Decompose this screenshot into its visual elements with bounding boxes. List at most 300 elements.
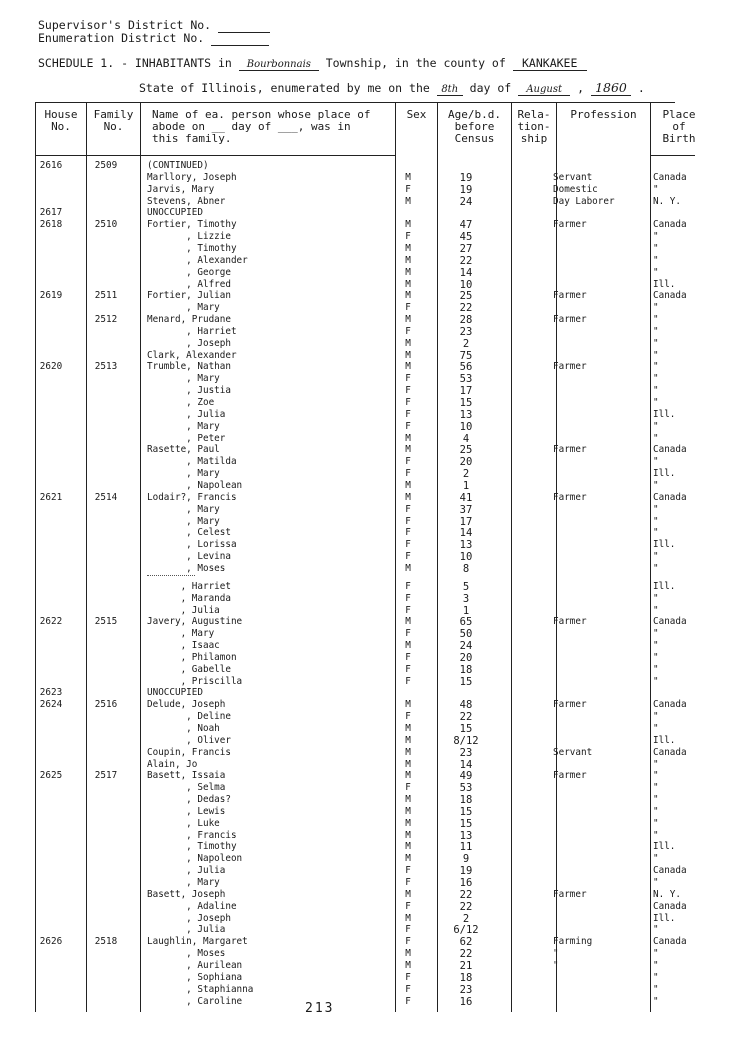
cell-name: Trumble, Nathan: [147, 361, 231, 373]
cell-prof: Farmer: [553, 770, 587, 782]
cell-age: 1: [462, 604, 470, 617]
table-row: [0, 326, 749, 338]
cell-sex: M: [405, 758, 411, 770]
cell-birth: ": [653, 432, 659, 444]
cell-sex: M: [405, 948, 411, 960]
table-row: [0, 433, 749, 445]
birth-column-header: [651, 109, 707, 145]
table-row: [0, 409, 749, 421]
cell-house: 2620: [39, 361, 63, 373]
cell-name: Rasette, Paul: [147, 444, 220, 456]
cell-birth: ": [653, 604, 659, 616]
cell-sex: F: [405, 385, 411, 397]
cell-birth: ": [653, 254, 659, 266]
family-column-header: [87, 109, 140, 133]
cell-name: , Alfred: [147, 278, 231, 290]
cell-birth: ": [653, 675, 659, 687]
cell-name: , Harriet: [147, 580, 231, 592]
cell-age: 22: [459, 302, 473, 315]
cell-house: 2616: [39, 160, 63, 171]
cell-sex: M: [405, 829, 411, 841]
cell-sex: F: [405, 877, 411, 888]
cell-sex: F: [405, 302, 411, 314]
cell-birth: Canada: [653, 290, 687, 302]
cell-sex: M: [405, 219, 411, 231]
cell-age: 20: [459, 456, 473, 469]
cell-age: 65: [459, 616, 473, 629]
name-header-line: abode on __ day of ___, was in: [152, 120, 351, 133]
birth-header-line: Place: [662, 108, 696, 121]
cell-birth: ": [653, 651, 659, 663]
cell-name: Marllory, Joseph: [147, 171, 237, 183]
cell-prof: Farmer: [553, 444, 587, 456]
cell-sex: M: [405, 254, 411, 266]
cell-age: 23: [459, 983, 473, 996]
cell-prof: Farmer: [553, 491, 587, 503]
cell-age: 23: [459, 325, 473, 338]
cell-name: , Mary: [147, 468, 220, 480]
cell-sex: F: [405, 373, 411, 385]
cell-name: , Celest: [147, 527, 231, 539]
cell-name: , Zoe: [147, 397, 215, 408]
cell-birth: ": [653, 551, 659, 562]
cell-birth: ": [653, 373, 659, 385]
name-header-line: this family.: [152, 132, 232, 145]
cell-family: 2511: [94, 290, 118, 302]
cell-birth: ": [653, 805, 659, 817]
cell-sex: M: [405, 805, 411, 817]
cell-prof: ": [553, 948, 559, 960]
table-row: [0, 605, 749, 617]
table-row: [0, 794, 749, 806]
cell-birth: ": [653, 782, 659, 794]
cell-sex: M: [405, 817, 411, 829]
table-row: [0, 664, 749, 676]
cell-age: 18: [459, 794, 473, 806]
cell-sex: F: [405, 183, 411, 195]
township-name: Bourbonnais: [239, 59, 319, 71]
cell-sex: F: [405, 865, 411, 877]
cell-birth: ": [653, 983, 659, 995]
cell-age: 15: [459, 675, 473, 688]
cell-name: , Julia: [147, 408, 226, 420]
cell-age: 14: [459, 266, 473, 279]
table-row: [0, 936, 749, 948]
cell-birth: ": [653, 628, 659, 640]
cell-age: 8: [462, 562, 470, 575]
table-row: [0, 687, 749, 699]
table-row: [0, 563, 749, 575]
table-row: [0, 889, 749, 901]
cell-name: , Mary: [147, 515, 220, 527]
sex-column-header: [396, 109, 437, 121]
cell-name: , Mary: [147, 373, 220, 385]
cell-name: Javery, Augustine: [147, 616, 243, 628]
table-row: [0, 492, 749, 504]
table-row: [0, 527, 749, 539]
schedule-line: [38, 56, 587, 71]
cell-house: 2617: [39, 207, 63, 219]
table-row: [0, 279, 749, 291]
cell-name: , Alexander: [147, 254, 248, 266]
cell-birth: Canada: [653, 171, 687, 183]
cell-age: 15: [459, 805, 473, 818]
table-row: [0, 830, 749, 842]
cell-age: 9: [462, 853, 470, 866]
table-row: [0, 350, 749, 362]
cell-sex: F: [405, 456, 411, 468]
family-header-line: No.: [103, 120, 124, 133]
name-header-line: Name of ea. person whose place of: [152, 108, 371, 121]
table-row: [0, 924, 749, 936]
birth-header-rule: [650, 155, 695, 156]
cell-birth: Canada: [653, 699, 687, 711]
cell-birth: Canada: [653, 491, 687, 503]
cell-age: 15: [459, 817, 473, 830]
cell-age: 13: [459, 539, 473, 552]
cell-birth: ": [653, 515, 659, 527]
table-row: [0, 373, 749, 385]
cell-sex: F: [405, 325, 411, 337]
cell-age: 1: [462, 479, 470, 492]
table-row: [0, 770, 749, 782]
cell-sex: M: [405, 794, 411, 805]
cell-age: 5: [462, 580, 470, 593]
table-header-rule: [35, 155, 395, 156]
cell-name: , Matilda: [147, 456, 237, 468]
table-row: [0, 865, 749, 877]
cell-family: 2516: [94, 699, 118, 711]
cell-sex: F: [405, 420, 411, 432]
relationship-header-line: tion-: [517, 120, 551, 133]
cell-family: 2517: [94, 770, 118, 782]
cell-sex: M: [405, 699, 411, 711]
cell-house: 2619: [39, 290, 63, 302]
cell-family: 2512: [94, 314, 118, 325]
table-row: [0, 468, 749, 480]
cell-birth: ": [653, 853, 659, 865]
cell-age: 24: [459, 640, 473, 652]
cell-birth: ": [653, 924, 659, 936]
cell-family: 2518: [94, 936, 118, 948]
table-row: [0, 539, 749, 551]
cell-age: 3: [462, 592, 470, 605]
cell-age: 22: [459, 888, 473, 901]
cell-age: 8/12: [453, 734, 479, 747]
cell-age: 25: [459, 444, 473, 457]
cell-sex: M: [405, 432, 411, 444]
cell-age: 56: [459, 361, 473, 374]
cell-birth: ": [653, 663, 659, 675]
cell-age: 14: [459, 758, 473, 771]
cell-age: 23: [459, 746, 473, 759]
table-row: [0, 628, 749, 640]
cell-age: 62: [459, 936, 473, 949]
table-row: [0, 652, 749, 664]
cell-sex: M: [405, 912, 411, 924]
relationship-header-line: ship: [520, 132, 548, 145]
cell-birth: ": [653, 971, 659, 983]
cell-prof: Domestic: [553, 183, 598, 195]
state-line: [139, 80, 645, 96]
cell-birth: N. Y.: [653, 888, 681, 900]
table-row: [0, 853, 749, 865]
table-row: [0, 361, 749, 373]
cell-age: 20: [459, 651, 473, 664]
cell-age: 47: [459, 219, 473, 232]
supervisor-district-label: Supervisor's District No.: [38, 18, 212, 32]
table-row: [0, 385, 749, 397]
cell-name: , Maranda: [147, 592, 231, 604]
age-header-line: before: [454, 120, 495, 133]
cell-name: , Lizzie: [147, 231, 231, 243]
enumeration-district-line: [38, 31, 269, 46]
cell-birth: ": [653, 794, 659, 805]
table-row: [0, 551, 749, 563]
cell-birth: ": [653, 722, 659, 734]
cell-age: 28: [459, 314, 473, 326]
house-column-header: [36, 109, 86, 133]
cell-name: , Timothy: [147, 242, 237, 254]
cell-age: 11: [459, 841, 473, 854]
cell-name: , Priscilla: [147, 675, 243, 687]
cell-sex: F: [405, 397, 411, 408]
cell-birth: Canada: [653, 219, 687, 231]
cell-age: 37: [459, 503, 473, 516]
cell-sex: M: [405, 337, 411, 349]
table-row: [0, 504, 749, 516]
cell-sex: F: [405, 539, 411, 551]
cell-age: 18: [459, 663, 473, 676]
cell-age: 22: [459, 711, 473, 724]
cell-age: 2: [462, 337, 470, 350]
cell-sex: M: [405, 479, 411, 491]
cell-age: 15: [459, 397, 473, 409]
cell-name: UNOCCUPIED: [147, 687, 203, 699]
cell-birth: Canada: [653, 865, 687, 877]
cell-name: Coupin, Francis: [147, 746, 231, 758]
table-row: [0, 290, 749, 302]
cell-house: 2624: [39, 699, 63, 711]
cell-age: 2: [462, 912, 470, 925]
cell-sex: F: [405, 936, 411, 948]
enumeration-year: 1860: [591, 80, 631, 96]
cell-birth: ": [653, 266, 659, 278]
cell-birth: ": [653, 183, 659, 195]
table-row: [0, 806, 749, 818]
cell-sex: M: [405, 746, 411, 758]
table-row: [0, 314, 749, 326]
cell-age: 22: [459, 948, 473, 961]
cell-birth: Ill.: [653, 580, 676, 592]
cell-sex: F: [405, 551, 411, 562]
enumeration-district-blank: [211, 31, 269, 46]
cell-birth: ": [653, 959, 659, 971]
cell-name: , Joseph: [147, 912, 231, 924]
cell-sex: F: [405, 995, 411, 1007]
cell-age: 10: [459, 278, 473, 291]
birth-header-line: Birth: [662, 132, 696, 145]
cell-age: 45: [459, 231, 473, 244]
name-column-header: [152, 109, 395, 145]
cell-name: , Mary: [147, 877, 220, 888]
table-row: [0, 960, 749, 972]
cell-birth: ": [653, 302, 659, 314]
cell-sex: F: [405, 900, 411, 912]
cell-sex: M: [405, 314, 411, 325]
cell-age: 19: [459, 171, 473, 184]
table-row: [0, 996, 749, 1008]
cell-sex: M: [405, 959, 411, 971]
table-row: [0, 818, 749, 830]
cell-prof: Farmer: [553, 290, 587, 302]
cell-name: , Philamon: [147, 651, 237, 663]
cell-sex: M: [405, 349, 411, 361]
cell-birth: ": [653, 711, 659, 723]
separator-dots: [147, 575, 195, 576]
table-row: [0, 456, 749, 468]
table-row: [0, 581, 749, 593]
relationship-column-header: [512, 109, 556, 145]
table-row: [0, 338, 749, 350]
table-row: [0, 640, 749, 652]
cell-sex: M: [405, 841, 411, 853]
cell-sex: F: [405, 580, 411, 592]
cell-age: 25: [459, 290, 473, 303]
cell-birth: Canada: [653, 616, 687, 628]
cell-name: , Moses: [147, 562, 226, 574]
cell-birth: Canada: [653, 900, 687, 912]
cell-age: 13: [459, 829, 473, 842]
cell-name: , Luke: [147, 817, 220, 829]
cell-name: , Joseph: [147, 337, 231, 349]
cell-birth: ": [653, 337, 659, 349]
table-row: [0, 196, 749, 208]
cell-family: 2509: [94, 160, 118, 171]
table-row: [0, 948, 749, 960]
cell-birth: ": [653, 385, 659, 397]
cell-prof: Farmer: [553, 616, 587, 628]
cell-birth: Ill.: [653, 539, 676, 551]
cell-birth: Ill.: [653, 734, 676, 746]
cell-sex: F: [405, 468, 411, 480]
table-row: [0, 480, 749, 492]
cell-name: , Isaac: [147, 640, 220, 651]
table-row: [0, 184, 749, 196]
cell-birth: ": [653, 349, 659, 361]
cell-age: 75: [459, 349, 473, 362]
cell-age: 53: [459, 373, 473, 386]
cell-birth: ": [653, 877, 659, 888]
cell-birth: Canada: [653, 444, 687, 456]
county-name: KANKAKEE: [513, 56, 587, 71]
table-row: [0, 747, 749, 759]
cell-name: Alain, Jo: [147, 758, 198, 770]
cell-sex: M: [405, 171, 411, 183]
cell-sex: F: [405, 628, 411, 640]
cell-age: 22: [459, 254, 473, 267]
cell-birth: Ill.: [653, 278, 676, 290]
cell-age: 13: [459, 408, 473, 421]
cell-age: 22: [459, 900, 473, 913]
cell-prof: Farmer: [553, 888, 587, 900]
day-of-text: day of: [469, 81, 512, 95]
cell-name: (CONTINUED): [147, 160, 209, 171]
table-row: [0, 699, 749, 711]
cell-name: , Staphianna: [147, 983, 254, 995]
cell-name: Fortier, Julian: [147, 290, 231, 302]
cell-sex: M: [405, 242, 411, 254]
cell-sex: F: [405, 604, 411, 616]
cell-age: 15: [459, 722, 473, 735]
cell-name: , Selma: [147, 782, 226, 794]
cell-name: , Lorissa: [147, 539, 237, 551]
table-row: [0, 516, 749, 528]
cell-age: 50: [459, 628, 473, 641]
cell-name: Menard, Prudane: [147, 314, 231, 325]
house-header-line: House: [44, 108, 78, 121]
cell-name: , Oliver: [147, 734, 231, 746]
cell-prof: Day Laborer: [553, 195, 615, 207]
cell-name: , Julia: [147, 865, 226, 877]
cell-age: 48: [459, 699, 473, 712]
cell-name: , Harriet: [147, 325, 237, 337]
cell-sex: F: [405, 663, 411, 675]
table-row: [0, 877, 749, 889]
cell-birth: ": [653, 420, 659, 432]
table-row: [0, 172, 749, 184]
cell-name: , Justia: [147, 385, 231, 397]
cell-sex: M: [405, 266, 411, 278]
cell-name: , Peter: [147, 432, 226, 444]
cell-name: , Aurilean: [147, 959, 243, 971]
cell-name: , Lewis: [147, 805, 226, 817]
table-row: [0, 593, 749, 605]
cell-birth: ": [653, 325, 659, 337]
cell-name: , Mary: [147, 420, 220, 432]
table-row: [0, 231, 749, 243]
cell-age: 17: [459, 515, 473, 528]
cell-age: 10: [459, 551, 473, 563]
enumeration-day: 8th: [437, 84, 463, 96]
table-row: [0, 723, 749, 735]
family-header-line: Family: [93, 108, 134, 121]
cell-birth: Ill.: [653, 408, 676, 420]
cell-sex: M: [405, 444, 411, 456]
cell-name: Clark, Alexander: [147, 349, 237, 361]
cell-sex: F: [405, 503, 411, 515]
table-row: [0, 972, 749, 984]
cell-prof: Farmer: [553, 314, 587, 325]
cell-sex: F: [405, 675, 411, 687]
table-row: [0, 444, 749, 456]
cell-prof: Farming: [553, 936, 593, 948]
cell-sex: F: [405, 408, 411, 420]
cell-birth: ": [653, 640, 659, 651]
cell-birth: ": [653, 817, 659, 829]
table-row: [0, 397, 749, 409]
sex-header-line: Sex: [406, 108, 427, 121]
table-row: [0, 913, 749, 925]
profession-header-line: Profession: [570, 108, 637, 121]
cell-age: 49: [459, 770, 473, 783]
cell-age: 21: [459, 959, 473, 972]
cell-name: , Caroline: [147, 995, 243, 1007]
cell-birth: ": [653, 758, 659, 770]
cell-name: , Mary: [147, 503, 220, 515]
cell-house: 2621: [39, 491, 63, 503]
cell-name: , Sophiana: [147, 971, 243, 983]
